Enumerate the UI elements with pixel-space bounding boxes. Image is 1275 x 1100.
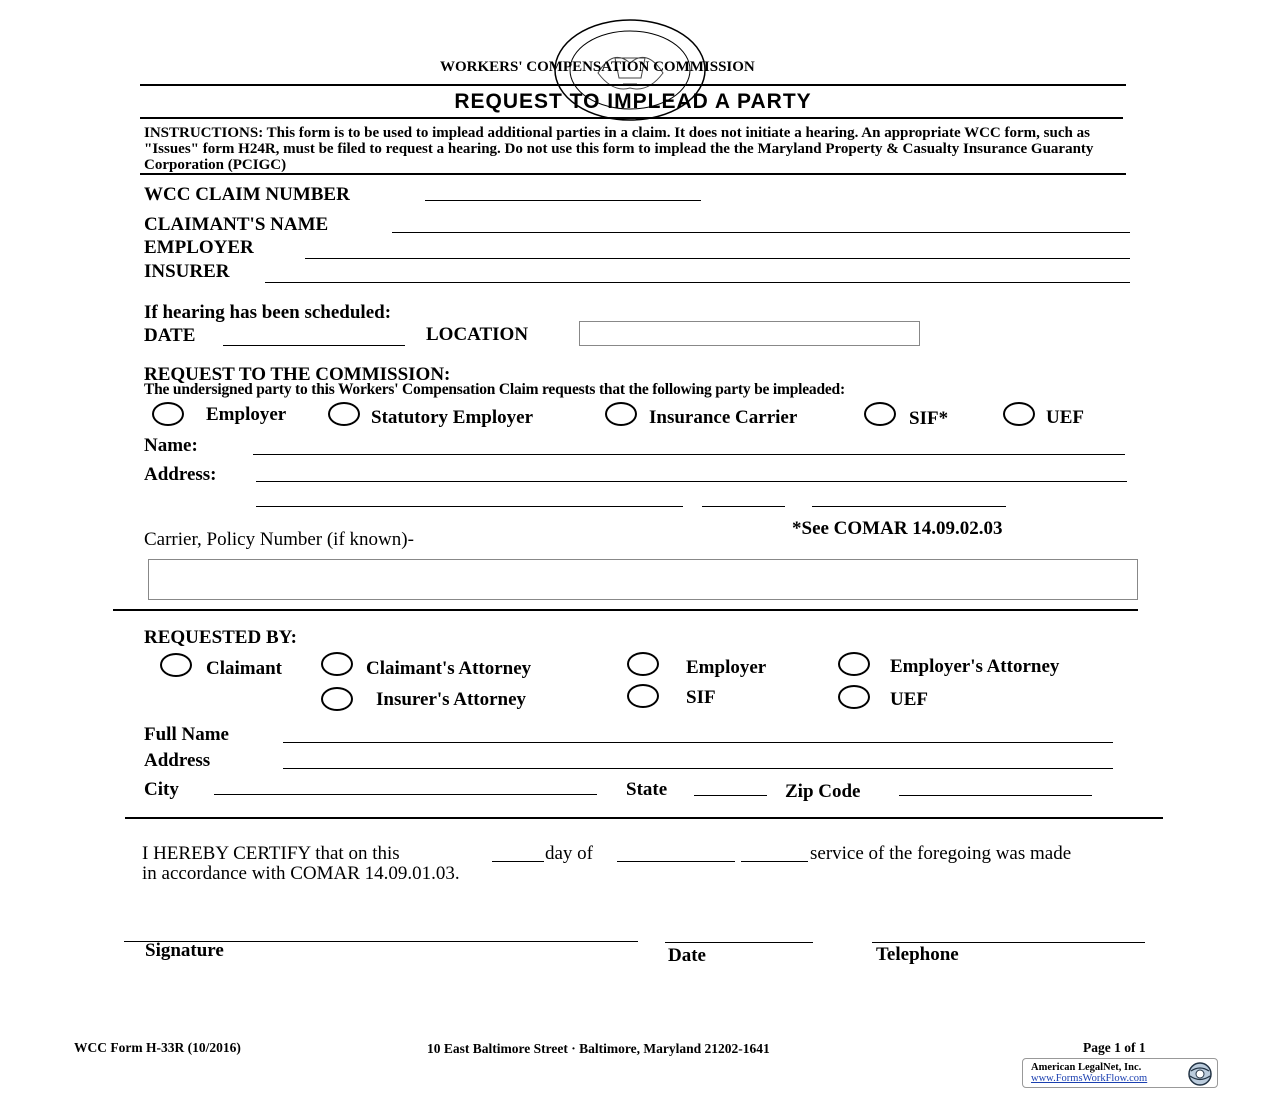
claim-number-field[interactable] xyxy=(425,200,701,201)
hearing-date-field[interactable] xyxy=(223,345,405,346)
logo-company-name: American LegalNet, Inc. xyxy=(1031,1062,1142,1073)
implead-employer-radio[interactable] xyxy=(152,402,184,426)
requester-employers-attorney-label: Employer's Attorney xyxy=(890,656,1060,677)
telephone-field[interactable] xyxy=(872,942,1145,943)
requester-address-field[interactable] xyxy=(283,768,1113,769)
requester-claimants-attorney-label: Claimant's Attorney xyxy=(366,658,532,679)
comar-footnote: *See COMAR 14.09.02.03 xyxy=(792,518,1003,539)
claimant-name-field[interactable] xyxy=(392,232,1130,233)
implead-statutory-employer-radio[interactable] xyxy=(328,402,360,426)
page-number: Page 1 of 1 xyxy=(1083,1040,1146,1055)
certify-text-part1: I HEREBY CERTIFY that on this xyxy=(142,843,400,864)
carrier-policy-input[interactable] xyxy=(148,559,1138,600)
certify-rule xyxy=(125,817,1163,819)
implead-insurance-carrier-radio[interactable] xyxy=(605,402,637,426)
instructions-text: INSTRUCTIONS: This form is to be used to implead additional parties in a claim. It does not initiate a hearing. An appropriate WCC form, such as "Issues" form H24R, must be filed to request a hearing. Do not use this form to implead the the Maryland Property & Casualty Insurance Guaranty Corporation (PCIGC) xyxy=(144,125,1094,173)
impleaded-state-field[interactable] xyxy=(702,506,785,507)
city-label: City xyxy=(144,779,179,800)
requester-sif-label: SIF xyxy=(686,687,716,708)
zip-code-field[interactable] xyxy=(899,795,1092,796)
request-subheading: The undersigned party to this Workers' Compensation Claim requests that the following party be impleaded: xyxy=(144,381,845,398)
legalnet-logo[interactable] xyxy=(1022,1058,1218,1088)
commission-address: 10 East Baltimore Street · Baltimore, Maryland 21202-1641 xyxy=(427,1041,770,1056)
certify-month-field[interactable] xyxy=(617,861,735,862)
agency-name: WORKERS' COMPENSATION COMMISSION xyxy=(440,59,755,75)
claimant-name-label: CLAIMANT'S NAME xyxy=(144,214,329,235)
instructions-rule xyxy=(140,173,1126,175)
header-rule xyxy=(140,84,1126,86)
logo-url[interactable]: www.FormsWorkFlow.com xyxy=(1031,1073,1148,1084)
full-name-label: Full Name xyxy=(144,724,229,745)
requester-sif-radio[interactable] xyxy=(627,684,659,708)
full-name-field[interactable] xyxy=(283,742,1113,743)
hearing-date-label: DATE xyxy=(144,325,196,346)
globe-icon xyxy=(1183,1061,1217,1087)
hearing-location-input[interactable] xyxy=(579,321,920,346)
implead-statutory-employer-label: Statutory Employer xyxy=(371,407,534,428)
implead-sif-radio[interactable] xyxy=(864,402,896,426)
employer-field[interactable] xyxy=(305,258,1130,259)
certify-day-field[interactable] xyxy=(492,861,544,862)
requester-claimants-attorney-radio[interactable] xyxy=(321,652,353,676)
requester-claimant-radio[interactable] xyxy=(160,653,192,677)
impleaded-zip-field[interactable] xyxy=(812,506,1006,507)
impleaded-name-label: Name: xyxy=(144,435,198,456)
implead-sif-label: SIF* xyxy=(909,408,949,429)
form-id: WCC Form H-33R (10/2016) xyxy=(74,1040,241,1055)
page-title: REQUEST TO IMPLEAD A PARTY xyxy=(454,90,812,113)
telephone-label: Telephone xyxy=(876,944,959,965)
impleaded-city-field[interactable] xyxy=(256,506,683,507)
request-heading: REQUEST TO THE COMMISSION: xyxy=(144,364,451,385)
requester-employers-attorney-radio[interactable] xyxy=(838,652,870,676)
certify-text-part2: day of xyxy=(545,843,594,864)
requester-insurers-attorney-label: Insurer's Attorney xyxy=(376,689,527,710)
implead-uef-label: UEF xyxy=(1046,407,1084,428)
certify-text-part3: service of the foregoing was made xyxy=(810,843,1072,864)
employer-label: EMPLOYER xyxy=(144,237,254,258)
section-rule xyxy=(113,609,1138,611)
insurer-label: INSURER xyxy=(144,261,230,282)
signature-date-label: Date xyxy=(668,945,706,966)
requester-claimant-label: Claimant xyxy=(206,658,282,679)
zip-code-label: Zip Code xyxy=(785,781,861,802)
certify-text-line2: in accordance with COMAR 14.09.01.03. xyxy=(142,863,460,884)
signature-date-field[interactable] xyxy=(665,942,813,943)
hearing-location-label: LOCATION xyxy=(426,324,529,345)
state-field[interactable] xyxy=(694,795,767,796)
requester-employer-radio[interactable] xyxy=(627,652,659,676)
implead-uef-radio[interactable] xyxy=(1003,402,1035,426)
requester-insurers-attorney-radio[interactable] xyxy=(321,687,353,711)
insurer-field[interactable] xyxy=(265,282,1130,283)
requester-uef-radio[interactable] xyxy=(838,685,870,709)
implead-insurance-carrier-label: Insurance Carrier xyxy=(649,407,798,428)
title-rule xyxy=(140,117,1123,119)
signature-label: Signature xyxy=(145,940,224,961)
hearing-heading: If hearing has been scheduled: xyxy=(144,302,392,323)
requester-address-label: Address xyxy=(144,750,211,771)
state-label: State xyxy=(626,779,668,800)
impleaded-address-label: Address: xyxy=(144,464,217,485)
impleaded-address-field[interactable] xyxy=(256,481,1127,482)
requester-employer-label: Employer xyxy=(686,657,767,678)
claim-number-label: WCC CLAIM NUMBER xyxy=(144,184,350,205)
impleaded-name-field[interactable] xyxy=(253,454,1125,455)
requester-uef-label: UEF xyxy=(890,689,928,710)
requested-by-heading: REQUESTED BY: xyxy=(144,627,297,648)
city-field[interactable] xyxy=(214,794,597,795)
implead-employer-label: Employer xyxy=(206,404,287,425)
carrier-policy-label: Carrier, Policy Number (if known)- xyxy=(144,529,414,550)
certify-year-field[interactable] xyxy=(741,861,808,862)
